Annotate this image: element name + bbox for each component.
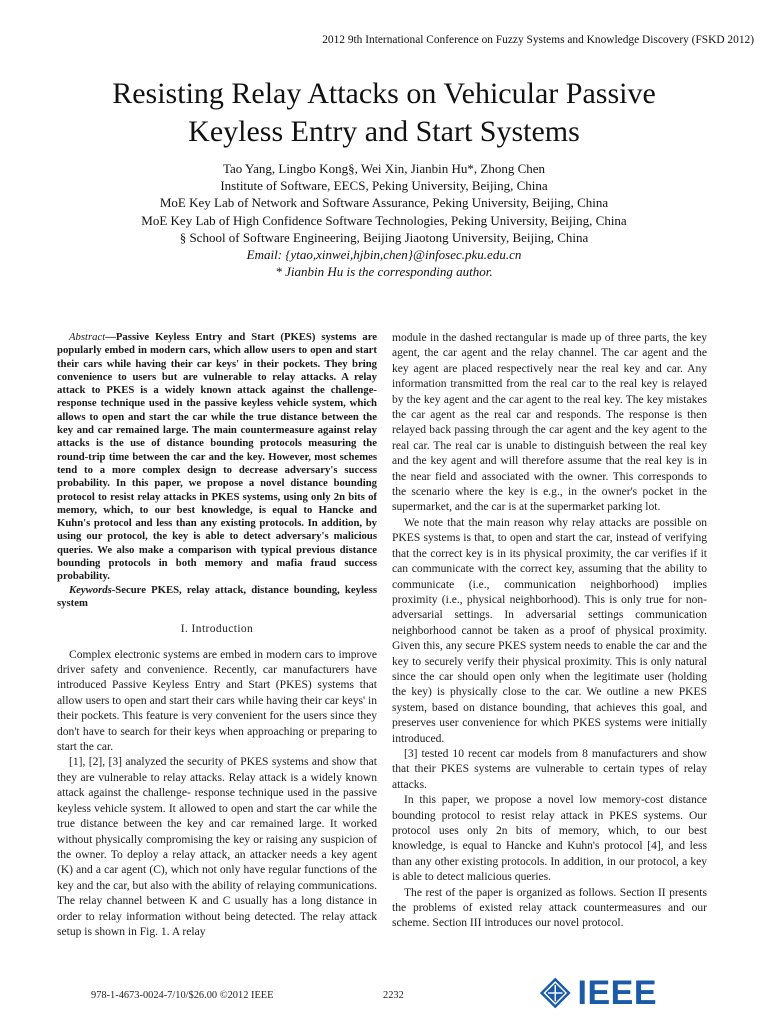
keywords-paragraph (57, 584, 377, 611)
author-email: Email: {ytao,xinwei,hjbin,chen}@infosec.pku.edu.cn (246, 247, 522, 263)
ieee-logo-text: IEEE (577, 973, 657, 1012)
right-paragraph-5: The rest of the paper is organized as follows. Section II presents the problems of existed relay attack countermeasures and our scheme. Section III introduces our novel protocol. (392, 886, 707, 930)
abstract-label: Abstract (69, 331, 106, 343)
page-number: 2232 (383, 990, 404, 1001)
affiliation-3: MoE Key Lab of High Confidence Software Technologies, Peking University, Beijing, China (141, 212, 627, 228)
right-column (392, 331, 707, 932)
ieee-logo (539, 968, 657, 1018)
affiliation-4: § School of Software Engineering, Beijing Jiaotong University, Beijing, China (179, 229, 589, 245)
footer-copyright: 978-1-4673-0024-7/10/$26.00 ©2012 IEEE (91, 990, 274, 1001)
author-block (0, 160, 768, 280)
title-line-1: Resisting Relay Attacks on Vehicular Passive (112, 77, 656, 110)
conference-header: 2012 9th International Conference on Fuzzy Systems and Knowledge Discovery (FSKD 2012) (322, 34, 754, 46)
keywords-label: Keywords (69, 583, 112, 596)
affiliation-2: MoE Key Lab of Network and Software Assurance, Peking University, Beijing, China (159, 195, 609, 211)
abstract-text: —Passive Keyless Entry and Start (PKES) systems are popularly embed in modern cars, which allow users to open and start their cars while having their car keys' in their pockets. They bring convenience to users but are vulnerable to relay attacks. A relay attack to PKES is a widely known attack against the challenge- response technique used in the passive keyless vehicle system, which allows to open and start the car while the true distance between the key and car remained large. The main countermeasure against relay attacks is the use of distance bounding protocols measuring the round-trip time between the car and the key. However, most schemes tend to a more complex design to decrease adversary's success probability. In this paper, we propose a novel distance bounding protocol to resist relay attacks in PKES systems, using only 2n bits of memory, which, to our best knowledge, is equal to Hancke and Kuhn's protocol and less than any existing protocols. In addition, by using our protocol, the key is able to detect adversary's malicious queries. We also make a comparison with typical previous distance bounding protocols in both memory and mafia fraud success probability. (57, 331, 377, 583)
right-paragraph-1: module in the dashed rectangular is made up of three parts, the key agent, the car agent and the relay channel. The car agent and the key agent are placed respectively near the real key and car. Any information transmitted from the real car to the real key is relayed by the key agent and the car agent to the real key. The key mistakes the car agent as the real car and responds. The response is then relayed back passing through the car agent and the key agent to the real car. The real car is unable to distinguish between the real key and the key agent and will therefore assume that the real key is in the near field and associated with the owner. This corresponds to the scenario where the key is e.g., in the owner's pocket in the supermarket, and the car is at the supermarket parking lot. (392, 332, 707, 514)
right-paragraph-4: In this paper, we propose a novel low memory-cost distance bounding protocol to resist relay attack in PKES systems. Our protocol uses only 2n bits of memory, which, to our best knowledge, is equal to Hancke and Kuhn's protocol [4], and less than any other existing protocols. In addition, in our protocol, a key is able to detect malicious queries. (392, 794, 707, 884)
corresponding-author-note: * Jianbin Hu is the corresponding author. (275, 264, 493, 280)
author-names: Tao Yang, Lingbo Kong§, Wei Xin, Jianbin Hu*, Zhong Chen (222, 161, 546, 176)
ieee-diamond-icon (539, 975, 572, 1011)
affiliation-1: Institute of Software, EECS, Peking University, Beijing, China (220, 178, 548, 194)
right-paragraph-3: [3] tested 10 recent car models from 8 manufacturers and show that their PKES systems are vulnerable to certain types of relay attacks. (392, 747, 707, 791)
intro-paragraph-2: [1], [2], [3] analyzed the security of PKES systems and show that they are vulnerable to relay attacks. Relay attack is a widely known attack against the challenge- response technique used in the passive keyless vehicle system. It allowed to open and start the car while the true distance between the key and car remained large. It worked without physically compromising the key or raising any suspicion of the owner. To deploy a relay attack, an attacker needs a key agent (K) and a car agent (C), which not only have regular functions of the key and the car, but also with the ability of relaying communications. The relay channel between K and C usually has a long distance in order to relay information without being detected. The relay attack setup is shown in Fig. 1. A relay (57, 756, 377, 938)
abstract-paragraph (57, 331, 377, 584)
right-paragraph-2: We note that the main reason why relay attacks are possible on PKES systems is that, to open and start the car, instead of verifying that the correct key is in its physical proximity, the car verifies if it can communicate with the correct key, assuming that the ability to communicate (i.e., communication neighborhood) implies proximity (i.e., physical neighborhood). This is only true for non-adversarial settings. In adversarial settings communication neighborhood cannot be taken as a proof of physical proximity. Given this, any secure PKES system needs to enable the car and the key to securely verify their physical proximity. This is only natural since the car should open only when the legitimate user (holding the key) is physically close to the car. We outline a new PKES system, based on distance bounding, that achieves this goal, and preserves user convenience for which PKES systems were initially introduced. (392, 516, 707, 745)
left-column (57, 331, 377, 940)
abstract (57, 331, 377, 610)
keywords-text: -Secure PKES, relay attack, distance bounding, keyless system (57, 583, 377, 609)
intro-paragraph-1: Complex electronic systems are embed in modern cars to improve driver safety and convenience. Recently, car manufacturers have introduced Passive Keyless Entry and Start (PKES) systems that allow users to open and start their cars while having their car keys' in their pockets. This feature is very convenient for the users since they don't have to search for their keys when approaching or preparing to start the car. (57, 648, 377, 754)
title-line-2: Keyless Entry and Start Systems (188, 115, 580, 148)
section-heading-introduction: I. Introduction (180, 623, 254, 636)
paper-title (0, 75, 768, 151)
